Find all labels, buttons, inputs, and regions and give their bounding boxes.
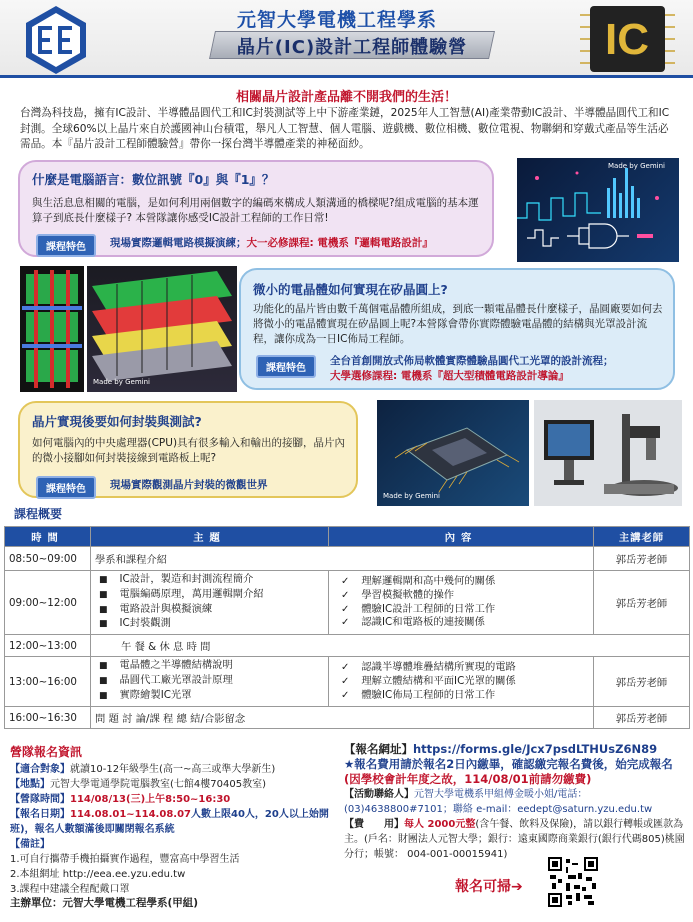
section-package-badge: 課程特色 [36, 476, 96, 499]
topic-cell: 午 餐 & 休 息 時 間 [91, 635, 690, 657]
header [0, 0, 693, 78]
list-item: ✓ 認識半導體堆疊結構所實現的電路 [333, 661, 589, 675]
list-item: ■ 電腦編碼原理，萬用邏輯閘介紹 [95, 588, 324, 603]
scan-label: 報名可掃➔ [455, 879, 523, 895]
list-item: ■ 電路設計與模擬演練 [95, 603, 324, 618]
list-item: ✓ 認識IC和電路板的連接關係 [333, 616, 589, 630]
column-header: 時間 [5, 527, 91, 547]
image-credit: Made by Gemini [383, 492, 440, 500]
section-package-text: 如何電腦內的中央處理器(CPU)具有很多輸入和輸出的接腳，晶片內的微小接腳如何封裝接線到電路板上呢? [32, 437, 346, 464]
section-binary-text: 與生活息息相關的電腦，是如何利用兩個數字的編碼來構成人類溝通的橋樑呢?組成電腦的基本運算子到底長什麼樣子? 本營隊讓你感受IC設計工程師的工作日常! [32, 197, 479, 224]
table-row [5, 571, 690, 635]
column-header: 內容 [329, 527, 594, 547]
svg-text:IC: IC [605, 15, 649, 64]
registration-link[interactable]: https://forms.gle/Jcx7psdLTHUsZ6N89 [413, 742, 658, 756]
section-transistor-text: 功能化的晶片皆由數千萬個電晶體所組成，到底一顆電晶體長什麼樣子，晶圓廠要如何去將微小的電晶體實現在矽晶圓上呢?本營隊會帶你實際體驗電晶體的結構與光罩設計流程，讓你成為一日IC佈局工程師。 [253, 303, 663, 345]
payment-note: ★報名費用請於報名2日內繳畢，確認繳完報名費後，始完成報名(因學校會計年度之故，114/08/01前請勿繳費) [344, 757, 673, 786]
list-item: ■ IC封裝觀測 [95, 617, 324, 632]
list-item: ■ IC設計，製造和封測流程簡介 [95, 573, 324, 588]
table-header-row [5, 527, 690, 547]
list-item: ✓ 體驗IC佈局工程師的日常工作 [333, 689, 589, 703]
column-header: 主題 [91, 527, 329, 547]
section-transistor-question: 微小的電晶體如何實現在矽晶圓上? [253, 282, 448, 297]
table-row [5, 635, 690, 657]
time-cell: 13:00~16:00 [5, 657, 91, 707]
topic-cell: 學系和課程介紹 [91, 547, 594, 571]
contact-phone-email: (03)4638800#7101；聯絡 e-mail：eedept@saturn.yzu.edu.tw [344, 804, 653, 815]
table-row [5, 707, 690, 729]
section-binary-badge: 課程特色 [36, 234, 96, 257]
section-transistor-feature: 全台首創開放式佈局軟體實際體驗晶圓代工光罩的設計流程； [330, 355, 614, 367]
table-row [5, 657, 690, 707]
content-cell [329, 571, 594, 635]
section-binary-feature: 現場實際邏輯電路模擬演練；大一必修課程: 電機系『邏輯電路設計』 [110, 237, 433, 249]
list-item: ✓ 理解立體結構和平面IC光罩的關係 [333, 675, 589, 689]
list-item: ■ 晶圓代工廠光罩設計原理 [95, 674, 324, 689]
section-binary-question: 什麼是電腦語言：數位訊號『0』與『1』？ [32, 172, 275, 187]
list-item: ✓ 學習模擬軟體的操作 [333, 589, 589, 603]
layout-image [20, 266, 84, 392]
section-transistor-feature-course: 大學選修課程: 電機系『超大型積體電路設計導論』 [330, 370, 569, 382]
teacher-cell: 郭岳芳老師 [594, 707, 690, 729]
list-item: ■ 實際繪製IC光罩 [95, 689, 324, 704]
time-cell: 09:00~12:00 [5, 571, 91, 635]
time-cell: 16:00~16:30 [5, 707, 91, 729]
teacher-cell: 郭岳芳老師 [594, 547, 690, 571]
note-item: 2.本組網址 http://eea.ee.yzu.edu.tw [10, 869, 186, 880]
section-transistor-badge: 課程特色 [256, 355, 316, 378]
section-package-feature: 現場實際觀測晶片封裝的微觀世界 [110, 479, 268, 491]
image-credit: Made by Gemini [93, 378, 150, 386]
schedule-table [4, 526, 690, 729]
ic-logo-icon [580, 0, 675, 78]
teacher-cell: 郭岳芳老師 [594, 571, 690, 635]
list-item: ✓ 理解邏輯閘和高中幾何的關係 [333, 575, 589, 589]
page-subtitle: 晶片(IC)設計工程師體驗營 [236, 37, 468, 58]
ee-logo-icon [20, 4, 92, 76]
table-row [5, 547, 690, 571]
contact-info: 【報名網址】https://forms.gle/Jcx7psdLTHUsZ6N89 ★報名費用請於報名2日內繳畢，確認繳完報名費後，始完成報名(因學校會計年度之故，114/08/01前請勿繳費) 【活動聯絡人】元智大學電機系甲組傅金暖小姐/電話： (03)4638800#7101；聯絡 e-mail：eedept@saturn.yzu.edu.tw 【費 用】每人 2000元整(含午餐、飲料及保險)，請以銀行轉帳或匯款為主。(戶名：財團法人元智大學；銀行：遠東國際商業銀行(銀行代碼805)桃園分行；帳號： 004-001-00015941) [344, 742, 689, 862]
note-item: 3.課程中建議全程配戴口罩 [10, 884, 130, 895]
time-cell: 08:50~09:00 [5, 547, 91, 571]
host-unit: 主辦單位：元智大學電機工程學系(甲組) [10, 897, 199, 909]
image-credit: Made by Gemini [608, 162, 665, 170]
tagline: 相關晶片設計產品離不開我們的生活！ [235, 90, 457, 105]
column-header: 主講老師 [594, 527, 690, 547]
note-item: 1.可自行攜帶手機拍攝實作過程，豐富高中學習生活 [10, 854, 240, 865]
registration-title: 營隊報名資訊 [10, 745, 83, 759]
teacher-cell: 郭岳芳老師 [594, 657, 690, 707]
intro-text: 台灣為科技島，擁有IC設計、半導體晶圓代工和IC封裝測試等上中下游產業鏈，2025年人工智慧(AI)產業帶動IC設計、半導體晶圓代工和IC封測。全球60%以上晶片來自於護國神山台積電，舉凡人工智慧、個人電腦、遊戲機、數位相機、數位電視、物聯網和穿戴式產品等生活必需品。本『晶片設計工程師體驗營』帶你一探台灣半導體產業的神秘面紗。 [20, 107, 670, 150]
topic-cell [91, 657, 329, 707]
schedule-title: 課程概要 [14, 507, 63, 521]
content-cell [329, 657, 594, 707]
qr-code-icon[interactable] [548, 857, 598, 907]
topic-cell: 問 題 討 論/課 程 總 結/合影留念 [91, 707, 594, 729]
list-item: ✓ 體驗IC設計工程師的日常工作 [333, 603, 589, 617]
time-cell: 12:00~13:00 [5, 635, 91, 657]
registration-info: 【適合對象】就讀10-12年級學生(高一~高三或準大學新生) 【地點】元智大學電通學院電腦教室(七館4樓70405教室) 【營隊時間】114/08/13(三)上午8:50~16:30 【報名日期】114.08.01~114.08.07人數上限40人，20人以上始開班)，報名人數額滿後即關閉報名系統 【備註】 1.可自行攜帶手機拍攝實作過程，豐富高中學習生活 2.本組網址 http://eea.ee.yzu.edu.tw 3.課程中建議全程配戴口罩 [10, 762, 340, 897]
topic-cell [91, 571, 329, 635]
transistor-3d-image [87, 266, 237, 392]
digital-signal-image [517, 158, 679, 262]
page-title: 元智大學電機工程學系 [236, 9, 437, 31]
chip-package-image [377, 400, 529, 506]
list-item: ■ 電晶體之半導體結構說明 [95, 659, 324, 674]
section-package-question: 晶片實現後要如何封裝與測試? [32, 414, 202, 429]
microscope-image [534, 400, 682, 506]
